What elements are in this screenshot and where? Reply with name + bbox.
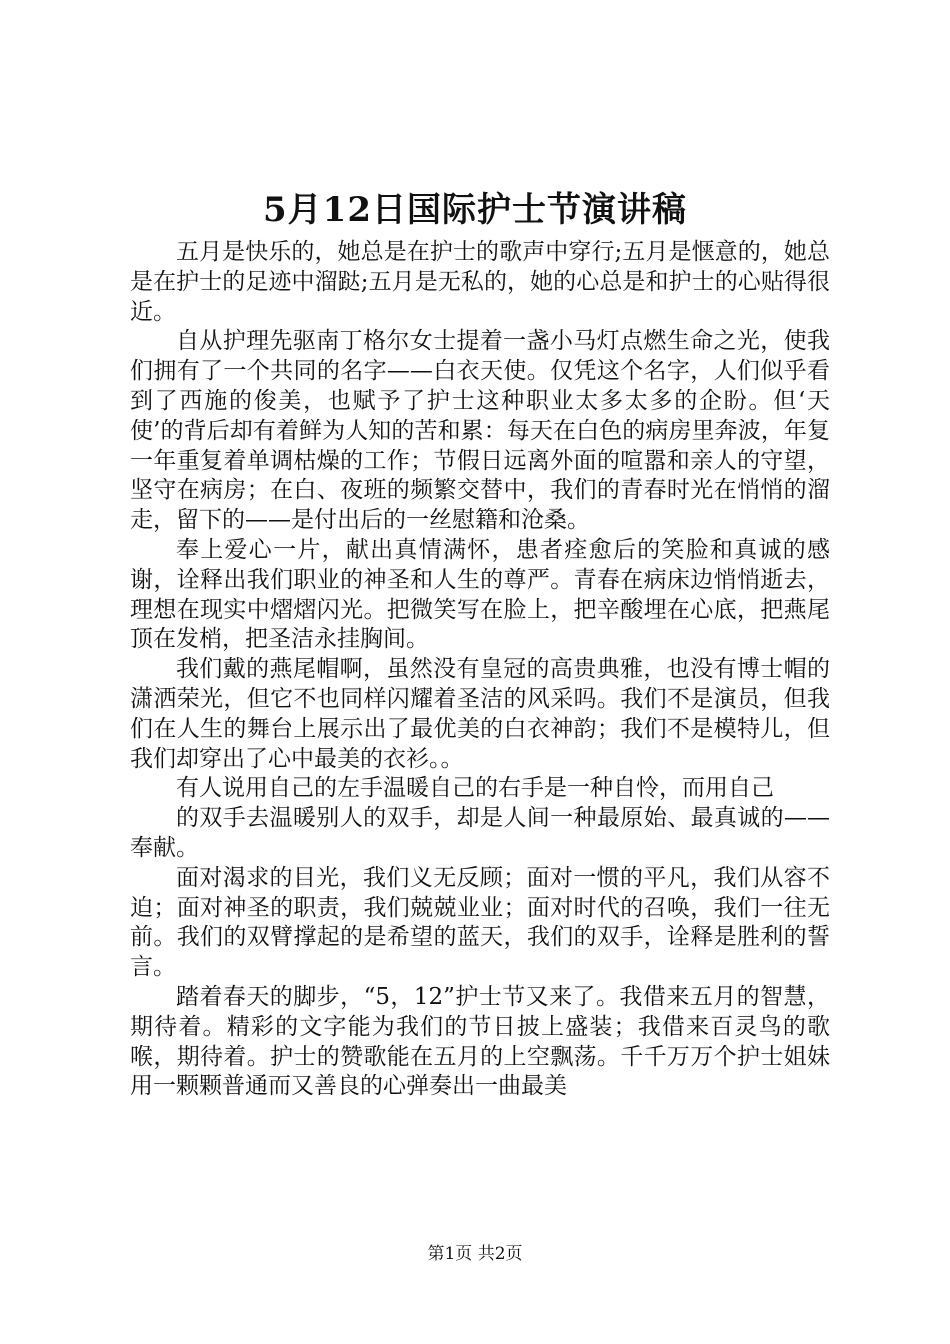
page-footer: 第1页 共2页 [427, 1244, 523, 1264]
document-body [130, 238, 830, 1102]
paragraph: 面对渴求的目光，我们义无反顾；面对一惯的平凡，我们从容不迫；面对神圣的职责，我们兢兢业业；面对时代的召唤，我们一往无前。我们的双臂撑起的是希望的蓝天，我们的双手，诠释是胜利的誓言。 [130, 864, 830, 981]
paragraph: 自从护理先驱南丁格尔女士提着一盏小马灯点燃生命之光，使我们拥有了一个共同的名字——白衣天使。仅凭这个名字，人们似乎看到了西施的俊美，也赋予了护士这种职业太多太多的企盼。但‘天使’的背后却有着鲜为人知的苦和累：每天在白色的病房里奔波，年复一年重复着单调枯燥的工作；节假日远离外面的喧嚣和亲人的守望，坚守在病房；在白、夜班的频繁交替中，我们的青春时光在悄悄的溜走，留下的——是付出后的一丝慰籍和沧桑。 [130, 328, 830, 534]
paragraph: 奉上爱心一片，献出真情满怀，患者痊愈后的笑脸和真诚的感谢，诠释出我们职业的神圣和人生的尊严。青春在病床边悄悄逝去，理想在现实中熠熠闪光。把微笑写在脸上，把辛酸埋在心底，把燕尾顶在发梢，把圣洁永挂胸间。 [130, 536, 830, 653]
paragraph: 踏着春天的脚步，“5，12”护士节又来了。我借来五月的智慧，期待着。精彩的文字能为我们的节日披上盛装；我借来百灵鸟的歌喉，期待着。护士的赞歌能在五月的上空飘荡。千千万万个护士姐妹用一颗颗普通而又善良的心弹奏出一曲最美 [130, 983, 830, 1100]
paragraph: 有人说用自己的左手温暖自己的右手是一种自怜，而用自己 [176, 775, 774, 802]
paragraph: 五月是快乐的，她总是在护士的歌声中穿行;五月是惬意的，她总是在护士的足迹中溜跶;五月是无私的，她的心总是和护士的心贴得很近。 [130, 239, 830, 325]
document-title: 5月12日国际护士节演讲稿 [263, 190, 687, 230]
paragraph: 我们戴的燕尾帽啊，虽然没有皇冠的高贵典雅，也没有博士帽的潇洒荣光，但它不也同样闪耀着圣洁的风采吗。我们不是演员，但我们在人生的舞台上展示出了最优美的白衣神韵；我们不是模特儿，但我们却穿出了心中最美的衣衫。。 [130, 656, 830, 772]
paragraph: 的双手去温暖别人的双手，却是人间一种最原始、最真诚的——奉献。 [130, 805, 830, 861]
